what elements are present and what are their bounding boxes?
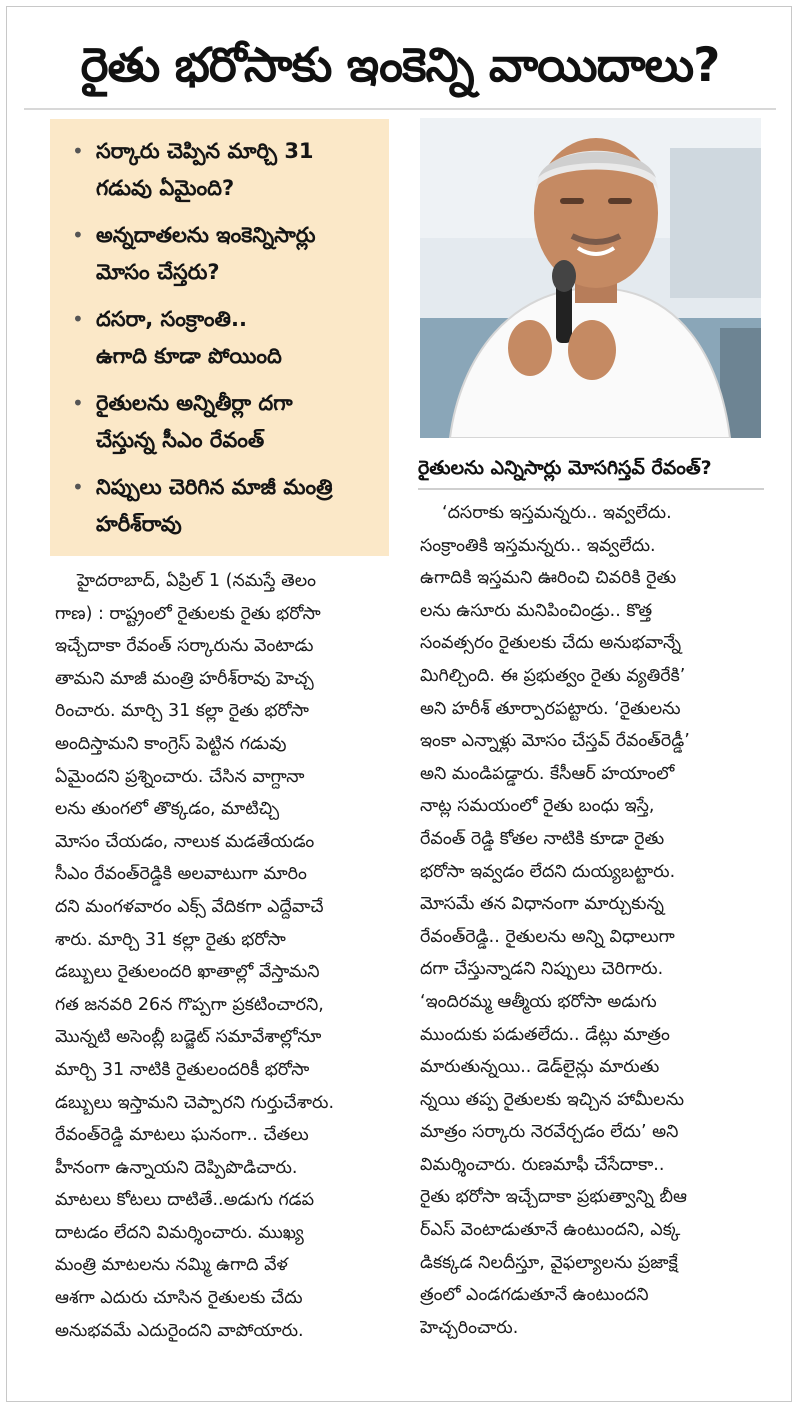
body-text-line: దాటడం లేదని విమర్శించారు. ముఖ్య [55, 1222, 304, 1243]
body-text-line: ముందుకు పడుతలేదు.. డేట్లు మాత్రం [420, 1024, 670, 1045]
highlight-line: చేస్తున్న సీఎం రేవంత్ [96, 428, 265, 452]
speaker-photo-illustration [420, 118, 761, 438]
highlight-line: మోసం చేస్తరు? [96, 260, 220, 284]
photo-caption: రైతులను ఎన్నిసార్లు మోసగిస్తవ్ రేవంత్? [418, 457, 712, 479]
highlight-line: దసరా, సంక్రాంతి.. [96, 307, 247, 331]
body-text-line: ఇంకా ఎన్నాళ్లు మోసం చేస్తవ్ రేవంత్‌రెడ్డీ’ [420, 731, 690, 752]
bullet-icon: • [72, 139, 84, 163]
body-text-line: రేవంత్‌రెడ్డి మాటలు ఘనంగా.. చేతలు [55, 1125, 309, 1146]
news-photo [420, 118, 761, 438]
bullet-icon: • [72, 307, 84, 331]
body-text-line: విమర్శించారు. రుణమాఫీ చేసేదాకా.. [420, 1154, 665, 1175]
highlight-line: సర్కారు చెప్పిన మార్చి 31 [96, 139, 314, 163]
body-text-line: తామని మాజీ మంత్రి హరీశ్‌రావు హెచ్చ [55, 668, 314, 689]
body-text-line: మార్చి 31 నాటికి రైతులందరికీ భరోసా [55, 1059, 310, 1080]
body-text-line: మాత్రం సర్కారు నెరవేర్చడం లేదు’ అని [420, 1122, 679, 1143]
body-text-line: భరోసా ఇవ్వడం లేదని దుయ్యబట్టారు. [420, 861, 676, 882]
body-text-line: ‘దసరాకు ఇస్తమన్నరు.. ఇవ్వలేదు. [442, 503, 672, 523]
body-text-line: ఆశగా ఎదురు చూసిన రైతులకు చేదు [55, 1288, 303, 1309]
body-text-line: శారు. మార్చి 31 కల్లా రైతు భరోసా [55, 929, 286, 950]
highlight-line: గడువు ఏమైంది? [96, 176, 235, 200]
body-text-line: దని మంగళవారం ఎక్స్ వేదికగా ఎద్దేవాచే [55, 896, 324, 917]
highlight-line: హరీశ్‌రావు [96, 512, 182, 536]
body-text-line: ర్‌ఎస్ వెంటాడుతూనే ఉంటుందని, ఎక్క [420, 1220, 681, 1241]
body-text-line: హైదరాబాద్, ఏప్రిల్ 1 (నమస్తే తెలం [77, 571, 316, 591]
bullet-icon: • [72, 475, 84, 499]
body-text-line: హెచ్చరించారు. [420, 1317, 519, 1338]
body-text-line: న్నయి తప్ప రైతులకు ఇచ్చిన హామీలను [420, 1089, 685, 1110]
body-text-line: మోసం చేయడం, నాలుక మడతేయడం [55, 831, 315, 852]
body-text-line: రేవంత్‌రెడ్డి.. రైతులను అన్ని విధాలుగా [420, 926, 675, 947]
article-right-column [420, 497, 764, 1344]
body-text-line: డబ్బులు రైతులందరి ఖాతాల్లో వేస్తామని [55, 962, 320, 983]
body-text-line: సంక్రాంతికి ఇస్తమన్నరు.. ఇవ్వలేదు. [420, 535, 656, 556]
body-text-line: ఏమైందని ప్రశ్నించారు. చేసిన వాగ్దానా [55, 766, 305, 787]
highlight-line: ఉగాది కూడా పోయింది [96, 344, 282, 368]
highlight-item [72, 469, 375, 543]
body-text-line: లను తుంగలో తొక్కడం, మాటిచ్చి [55, 799, 280, 820]
body-text-line: ఇచ్చేదాకా రేవంత్ సర్కారును వెంటాడు [55, 636, 314, 657]
highlight-item [72, 385, 375, 459]
highlight-item [72, 133, 375, 207]
body-text-line: మాటలు కోటలు దాటితే..అడుగు గడప [55, 1190, 315, 1211]
highlight-item [72, 301, 375, 375]
highlight-line: అన్నదాతలను ఇంకెన్నిసార్లు [96, 223, 316, 247]
caption-divider [418, 488, 764, 490]
article-left-column [55, 565, 390, 1347]
body-text-line: నాట్ల సమయంలో రైతు బంధు ఇస్తే, [420, 796, 655, 817]
body-text-line: ఉగాదికి ఇస్తమని ఊరించి చివరికి రైతు [420, 568, 677, 589]
body-text-line: మిగిల్చింది. ఈ ప్రభుత్వం రైతు వ్యతిరేకి’ [420, 665, 686, 686]
body-text-line: అని మండిపడ్డారు. కేసీఆర్ హయాంలో [420, 763, 675, 784]
body-text-line: డబ్బులు ఇస్తామని చెప్పారని గుర్తుచేశారు. [55, 1092, 335, 1113]
body-text-line: హీనంగా ఉన్నాయని దెప్పిపొడిచారు. [55, 1157, 298, 1178]
body-text-line: అందిస్తామని కాంగ్రెస్ పెట్టిన గడువు [55, 733, 287, 754]
body-text-line: గాణ) : రాష్ట్రంలో రైతులకు రైతు భరోసా [55, 603, 321, 624]
body-text-line: మోసమే తన విధానంగా మార్చుకున్న [420, 894, 664, 915]
body-text-line: మంత్రి మాటలను నమ్మి ఉగాది వేళ [55, 1255, 288, 1276]
body-text-line: దగా చేస్తున్నాడని నిప్పులు చెరిగారు. [420, 959, 664, 980]
headline: రైతు భరోసాకు ఇంకెన్ని వాయిదాలు? [80, 38, 720, 93]
body-text-line: సంవత్సరం రైతులకు చేదు అనుభవాన్నే [420, 633, 682, 654]
body-text-line: లను ఉసూరు మనిపించిండ్రు.. కొత్త [420, 600, 653, 621]
body-text-line: మొన్నటి అసెంబ్లీ బడ్జెట్ సమావేశాల్లోనూ [55, 1027, 322, 1048]
body-text-line: త్రంలో ఎండగడుతూనే ఉంటుందని [420, 1285, 649, 1306]
body-text-line: అనుభవమే ఎదురైందని వాపోయారు. [55, 1320, 304, 1341]
body-text-line: రేవంత్ రెడ్డి కోతల నాటికి కూడా రైతు [420, 828, 665, 849]
bullet-icon: • [72, 391, 84, 415]
body-text-line: మారుతున్నయి.. డెడ్‌లైన్లు మారుతు [420, 1057, 660, 1078]
body-text-line: అని హరీశ్ తూర్పారపట్టారు. ‘రైతులను [420, 698, 681, 719]
highlight-line: రైతులను అన్నితీర్లా దగా [96, 391, 293, 415]
body-text-line: సీఎం రేవంత్‌రెడ్డికి అలవాటుగా మారిం [55, 864, 307, 885]
highlight-line: నిప్పులు చెరిగిన మాజీ మంత్రి [96, 475, 333, 499]
highlights-box [50, 119, 389, 556]
headline-divider [24, 108, 776, 110]
body-text-line: గత జనవరి 26న గొప్పగా ప్రకటించారని, [55, 994, 324, 1015]
body-text-line: డికక్కడ నిలదీస్తూ, వైఫల్యాలను ప్రజాక్షే [420, 1252, 678, 1273]
body-text-line: రించారు. మార్చి 31 కల్లా రైతు భరోసా [55, 701, 309, 722]
body-text-line: ‘ఇందిరమ్మ ఆత్మీయ భరోసా అడుగు [420, 991, 657, 1012]
body-text-line: రైతు భరోసా ఇచ్చేదాకా ప్రభుత్వాన్ని బీఆ [420, 1187, 687, 1208]
highlight-item [72, 217, 375, 291]
bullet-icon: • [72, 223, 84, 247]
